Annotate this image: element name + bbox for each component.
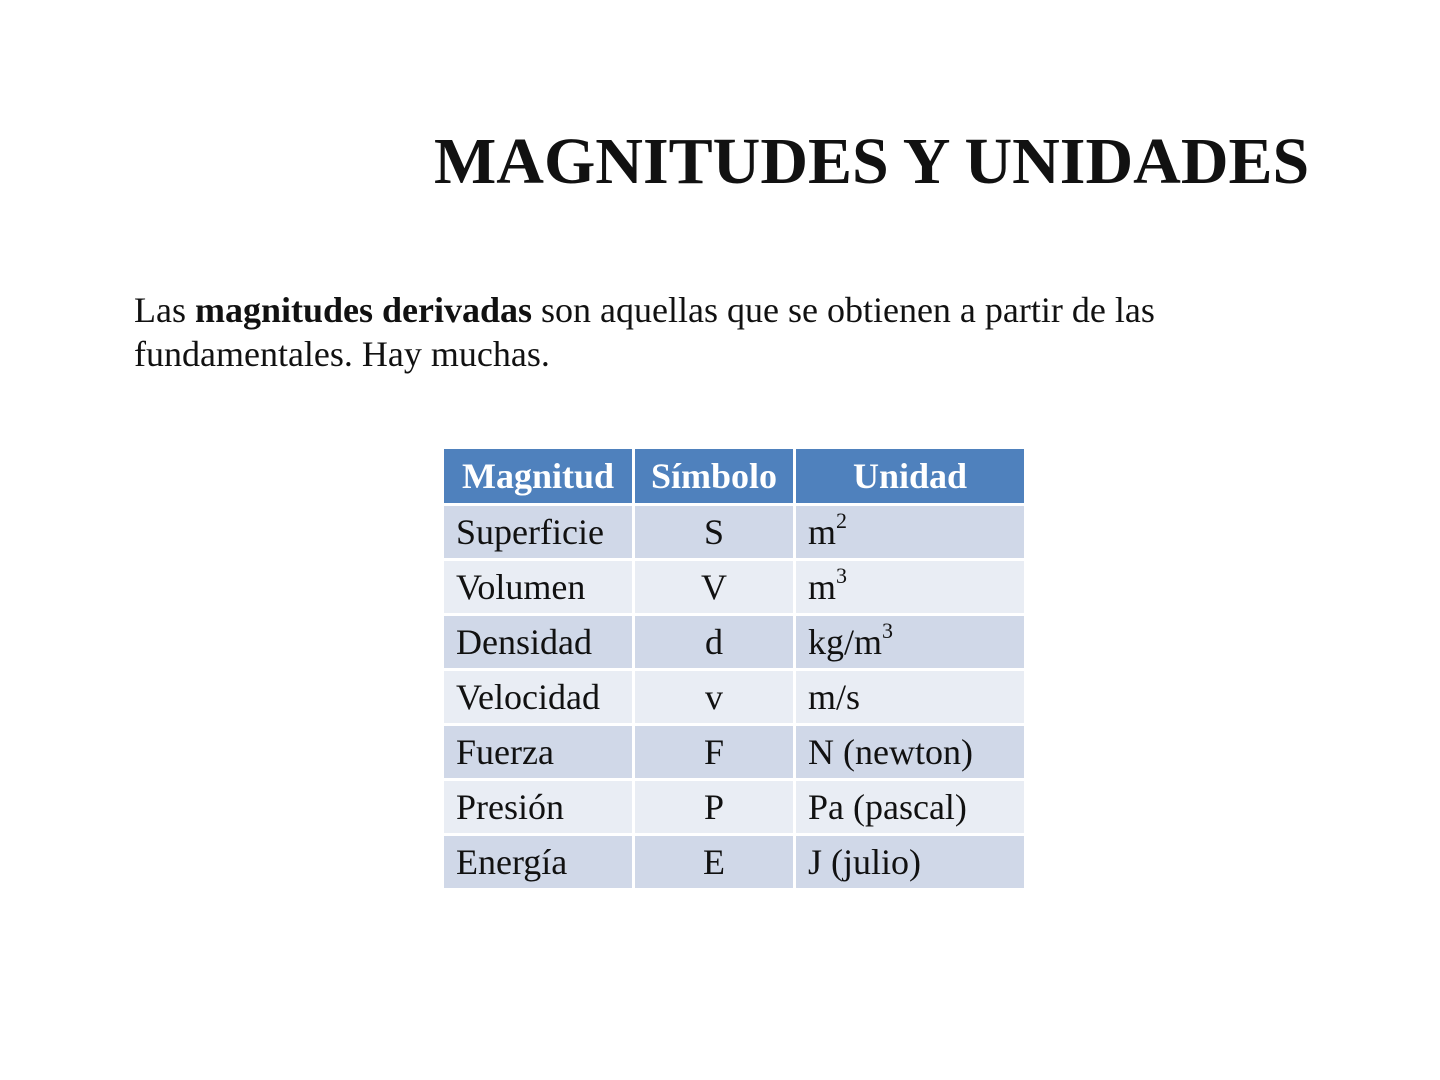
cell-magnitud: Superficie <box>443 505 634 560</box>
cell-unidad <box>795 505 1026 560</box>
unit-exponent: 3 <box>836 563 848 588</box>
cell-simbolo: F <box>634 725 795 780</box>
slide-title: MAGNITUDES Y UNIDADES <box>434 125 1310 198</box>
intro-bold-term: magnitudes derivadas <box>194 290 533 330</box>
unit-text: m <box>808 512 837 552</box>
cell-unidad <box>795 780 1026 835</box>
table-row <box>443 835 1026 890</box>
unit-text: Pa (pascal) <box>808 787 967 827</box>
cell-magnitud: Velocidad <box>443 670 634 725</box>
cell-simbolo: P <box>634 780 795 835</box>
cell-unidad <box>795 560 1026 615</box>
intro-prefix: Las <box>134 290 195 330</box>
unit-text: m <box>808 567 837 607</box>
unit-exponent: 2 <box>836 508 848 533</box>
cell-unidad <box>795 615 1026 670</box>
header-simbolo: Símbolo <box>634 448 795 505</box>
table-row <box>443 560 1026 615</box>
header-magnitud: Magnitud <box>443 448 634 505</box>
cell-unidad <box>795 835 1026 890</box>
cell-simbolo: V <box>634 560 795 615</box>
cell-simbolo: S <box>634 505 795 560</box>
cell-simbolo: E <box>634 835 795 890</box>
table-row <box>443 615 1026 670</box>
table-row <box>443 725 1026 780</box>
cell-magnitud: Fuerza <box>443 725 634 780</box>
cell-simbolo: d <box>634 615 795 670</box>
derived-magnitudes-table <box>441 446 1027 891</box>
cell-magnitud: Energía <box>443 835 634 890</box>
cell-magnitud: Densidad <box>443 615 634 670</box>
table-row <box>443 505 1026 560</box>
unit-text: N (newton) <box>808 732 973 772</box>
table-row <box>443 670 1026 725</box>
unit-exponent: 3 <box>882 618 894 643</box>
intro-paragraph <box>134 288 1234 376</box>
unit-text: kg/m <box>808 622 883 662</box>
cell-unidad <box>795 725 1026 780</box>
cell-simbolo: v <box>634 670 795 725</box>
unit-text: J (julio) <box>808 842 921 882</box>
header-unidad: Unidad <box>795 448 1026 505</box>
cell-unidad <box>795 670 1026 725</box>
intro-suffix: son aquellas que se obtienen a partir de las fundamentales. Hay muchas. <box>134 290 1155 374</box>
cell-magnitud: Presión <box>443 780 634 835</box>
table-header-row <box>443 448 1026 505</box>
unit-text: m/s <box>808 677 861 717</box>
cell-magnitud: Volumen <box>443 560 634 615</box>
table-row <box>443 780 1026 835</box>
